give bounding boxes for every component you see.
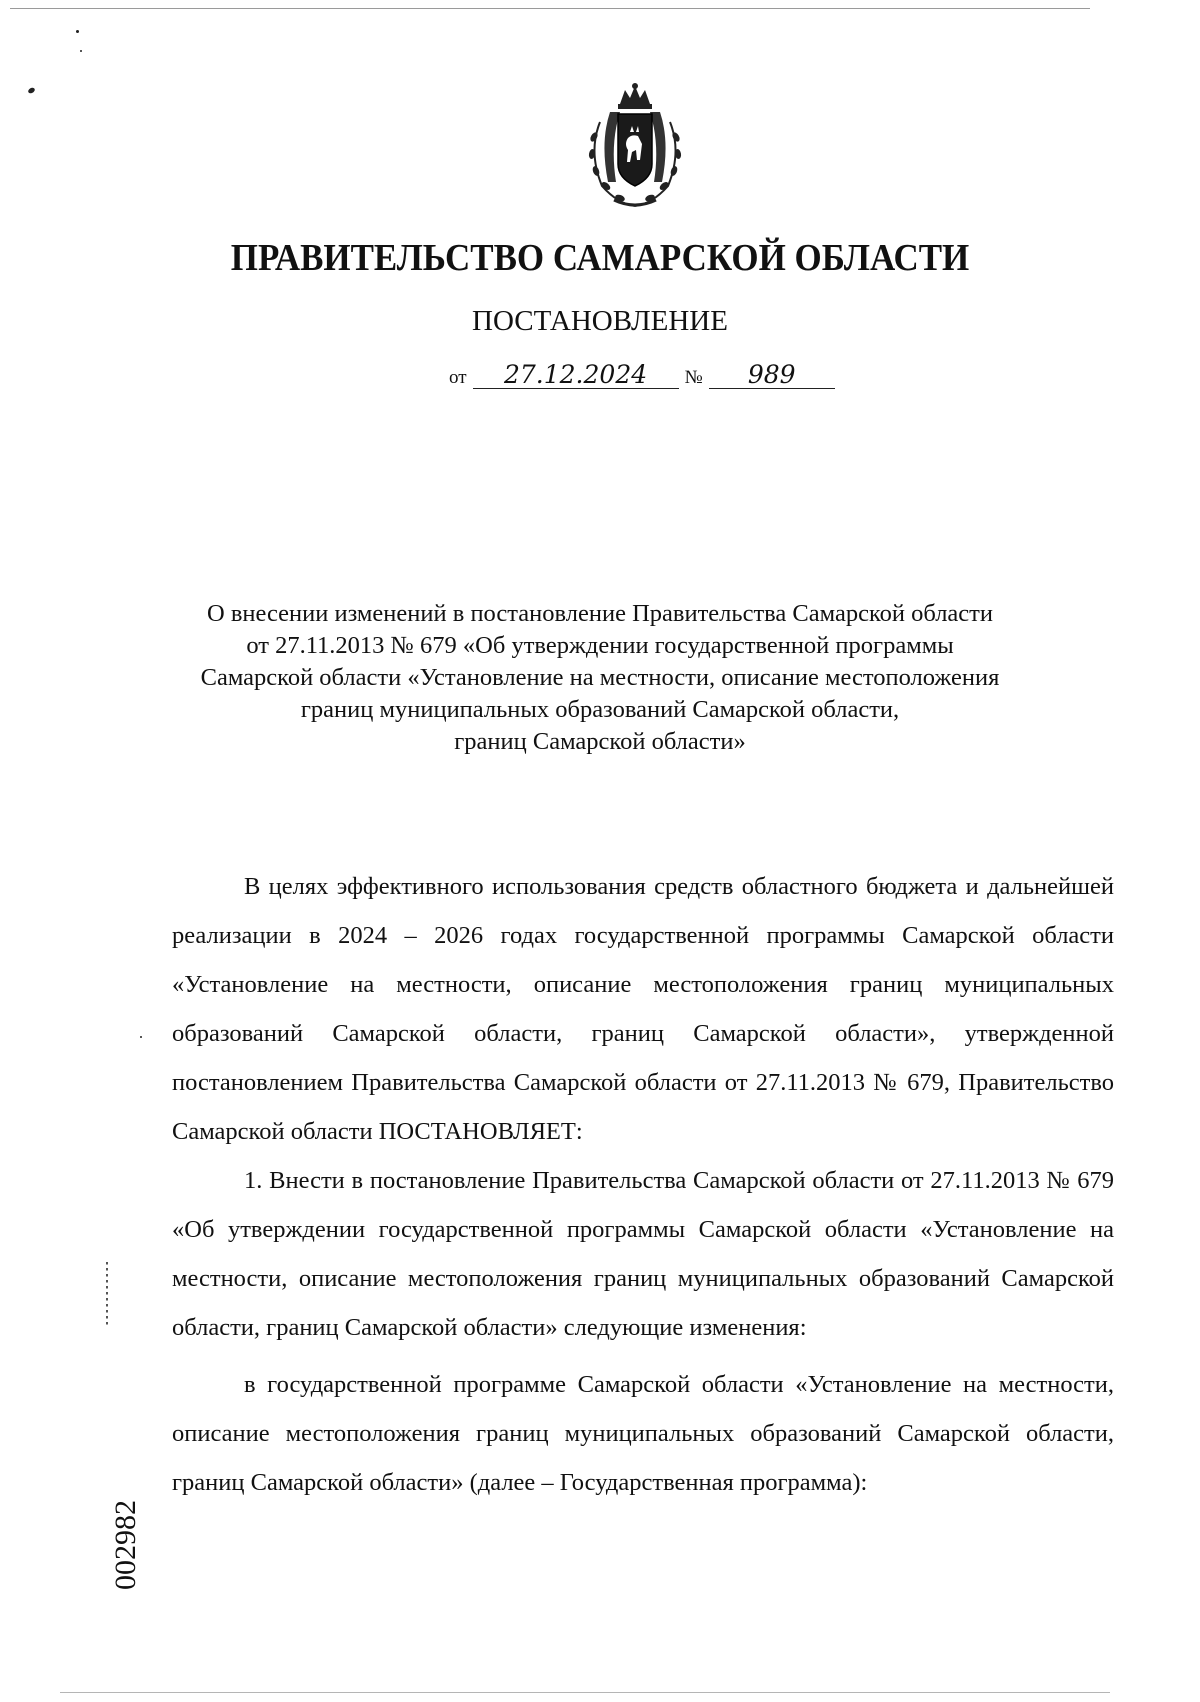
date-label: от: [449, 367, 467, 388]
document-date-number: [449, 362, 835, 389]
side-serial-number: [94, 1465, 158, 1625]
document-subject: [150, 598, 1050, 758]
scan-speck: [76, 30, 79, 33]
subject-line: границ муниципальных образований Самарской области,: [300, 696, 900, 723]
samara-coat-of-arms-icon: [570, 82, 700, 212]
subject-line: О внесении изменений в постановление Правительства Самарской области: [207, 600, 993, 627]
number-label: №: [684, 367, 703, 388]
scan-dots: [106, 1262, 108, 1326]
scan-edge-bottom: [60, 1692, 1110, 1693]
side-serial-text: 002982: [109, 1500, 142, 1590]
scan-speck: [140, 1036, 142, 1038]
subject-line: Самарской области «Установление на местности, описание местоположения: [200, 664, 1000, 691]
document-type: ПОСТАНОВЛЕНИЕ: [472, 305, 728, 337]
subject-line: границ Самарской области»: [454, 728, 746, 755]
date-value: 27.12.2024: [473, 362, 679, 389]
subject-line: от 27.11.2013 № 679 «Об утверждении государственной программы: [246, 632, 954, 659]
body-paragraph: 1. Внести в постановление Правительства Самарской области от 27.11.2013 № 679 «Об утверждении государственной программы Самарской области «Установление на местности, описание местоположения границ муниципальных образований Самарской области, границ Самарской области» следующие изменения:: [172, 1167, 1114, 1341]
scan-speck: [27, 87, 36, 95]
body-paragraph: В целях эффективного использования средств областного бюджета и дальнейшей реализации в 2024 – 2026 годах государственной программы Самарской области «Установление на местности, описание местоположения границ муниципальных образований Самарской области, границ Самарской области», утвержденной постановлением Правительства Самарской области от 27.11.2013 № 679, Правительство Самарской области ПОСТАНОВЛЯЕТ:: [172, 873, 1114, 1145]
scan-speck: [80, 50, 82, 52]
document-body: [172, 862, 1114, 1507]
organization-title: ПРАВИТЕЛЬСТВО САМАРСКОЙ ОБЛАСТИ: [230, 237, 970, 279]
number-value: 989: [709, 362, 835, 389]
body-paragraph: в государственной программе Самарской области «Установление на местности, описание местоположения границ муниципальных образований Самарской области, границ Самарской области» (далее – Государственная программа):: [172, 1371, 1114, 1496]
scan-edge-top: [10, 8, 1090, 9]
